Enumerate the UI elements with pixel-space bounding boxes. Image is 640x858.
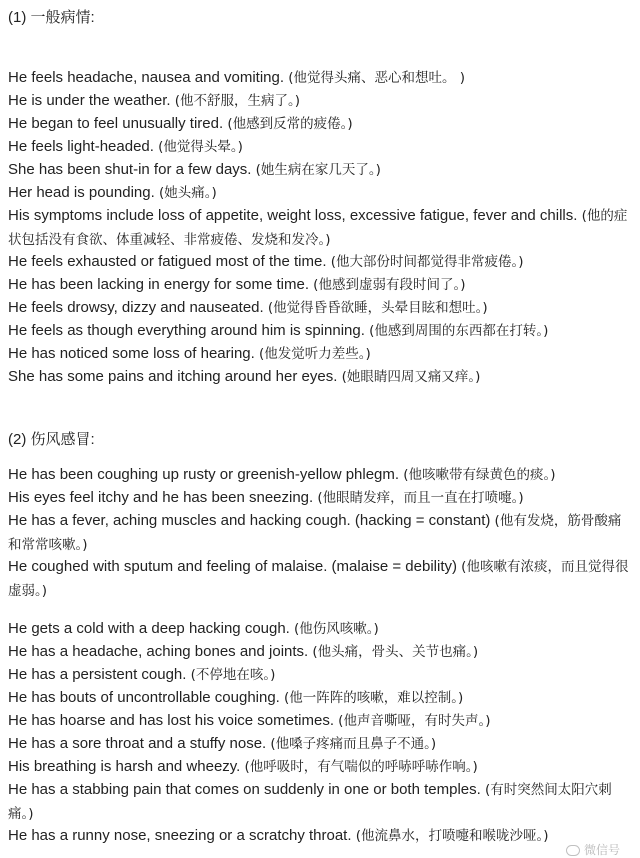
chinese-translation: (他发觉听力差些。): [258, 346, 371, 362]
chinese-translation: (她眼睛四周又痛又痒。): [341, 369, 481, 385]
sentence-line: [8, 158, 632, 182]
sentence-line: [8, 112, 632, 136]
sentence-line: [8, 709, 632, 733]
english-text: He coughed with sputum and feeling of malaise. (malaise = debility): [8, 558, 457, 575]
english-text: He is under the weather.: [8, 92, 171, 109]
section-heading-general-symptoms: (1) 一般病情:: [8, 9, 95, 26]
english-text: He has a runny nose, sneezing or a scratchy throat.: [8, 827, 352, 844]
sentence-line: [8, 463, 632, 487]
sentence-line: [8, 640, 632, 664]
chinese-translation: (他大部份时间都觉得非常疲倦。): [330, 254, 524, 270]
english-text: He has hoarse and has lost his voice sometimes.: [8, 712, 334, 729]
sentence-line: [8, 296, 632, 320]
chinese-translation: (他头痛，骨头、关节也痛。): [312, 644, 479, 660]
sentence-line: [8, 663, 632, 687]
english-text: He feels drowsy, dizzy and nauseated.: [8, 299, 264, 316]
english-text: Her head is pounding.: [8, 184, 155, 201]
english-text: He feels headache, nausea and vomiting.: [8, 69, 285, 86]
chinese-translation: (他嗓子疼痛而且鼻子不通。): [270, 736, 437, 752]
sentence-line: [8, 555, 632, 601]
chinese-translation: (他觉得昏昏欲睡，头晕目眩和想吐。): [267, 300, 488, 316]
sentence-line: [8, 342, 632, 366]
sentence-line: [8, 273, 632, 297]
chinese-translation: (他觉得头痛、恶心和想吐。 ): [288, 70, 466, 86]
sentence-line: [8, 319, 632, 343]
english-text: His breathing is harsh and wheezy.: [8, 758, 241, 775]
english-text: He feels exhausted or fatigued most of the time.: [8, 253, 327, 270]
english-text: He has a persistent cough.: [8, 666, 187, 683]
sentence-line: [8, 250, 632, 274]
chinese-translation: (不停地在咳。): [190, 667, 276, 683]
sentence-line: [8, 686, 632, 710]
english-text: He feels as though everything around him is spinning.: [8, 322, 365, 339]
chinese-translation: (他伤风咳嗽。): [294, 621, 379, 637]
chinese-translation: (有时突然间太阳穴刺痛。): [8, 782, 612, 822]
chinese-translation: (她生病在家几天了。): [255, 162, 381, 178]
section-heading-colds-flu: (2) 伤风感冒:: [8, 431, 95, 448]
chinese-translation: (他呼吸时，有气喘似的呼哧呼哧作响。): [244, 759, 478, 775]
english-text: She has some pains and itching around her eyes.: [8, 368, 338, 385]
english-text: He has a headache, aching bones and joints.: [8, 643, 309, 660]
chinese-translation: (他不舒服，生病了。): [174, 93, 301, 109]
sentence-line: [8, 824, 632, 848]
sentence-line: [8, 732, 632, 756]
english-text: He has noticed some loss of hearing.: [8, 345, 255, 362]
chinese-translation: (她头痛。): [158, 185, 217, 201]
chinese-translation: (他流鼻水，打喷嚏和喉咙沙哑。): [355, 828, 549, 844]
sentence-line: [8, 617, 632, 641]
chinese-translation: (他有发烧，筋骨酸痛和常常咳嗽。): [8, 513, 622, 553]
chinese-translation: (他觉得头晕。): [158, 139, 243, 155]
english-text: He feels light-headed.: [8, 138, 154, 155]
sentence-line: [8, 181, 632, 205]
english-text: She has been shut-in for a few days.: [8, 161, 252, 178]
sentence-line: [8, 778, 632, 824]
chinese-translation: (他的症状包括没有食欲、体重减轻、非常疲倦、发烧和发冷。): [8, 208, 628, 248]
english-text: His eyes feel itchy and he has been sneezing.: [8, 489, 314, 506]
watermark: [566, 841, 620, 858]
chinese-translation: (他感到虚弱有段时间了。): [313, 277, 466, 293]
sentence-line: [8, 135, 632, 159]
sentence-line: [8, 89, 632, 113]
english-text: His symptoms include loss of appetite, weight loss, excessive fatigue, fever and chills.: [8, 207, 578, 224]
sentence-line: [8, 486, 632, 510]
chinese-translation: (他咳嗽带有绿黄色的痰。): [403, 467, 556, 483]
english-text: He has bouts of uncontrollable coughing.: [8, 689, 280, 706]
english-text: He has a stabbing pain that comes on suddenly in one or both temples.: [8, 781, 481, 798]
sentence-line: [8, 509, 632, 555]
sentence-line: [8, 66, 632, 90]
english-text: He has been lacking in energy for some time.: [8, 276, 309, 293]
chinese-translation: (他眼睛发痒，而且一直在打喷嚏。): [317, 490, 524, 506]
english-text: He has a fever, aching muscles and hacking cough. (hacking = constant): [8, 512, 491, 529]
chinese-translation: (他感到反常的疲倦。): [227, 116, 353, 132]
english-text: He began to feel unusually tired.: [8, 115, 224, 132]
chinese-translation: (他声音嘶哑，有时失声。): [338, 713, 491, 729]
english-text: He has a sore throat and a stuffy nose.: [8, 735, 267, 752]
chinese-translation: (他一阵阵的咳嗽，难以控制。): [284, 690, 464, 706]
watermark-text: 微信号: [583, 843, 620, 857]
english-text: He gets a cold with a deep hacking cough.: [8, 620, 290, 637]
chinese-translation: (他感到周围的东西都在打转。): [369, 323, 549, 339]
english-text: He has been coughing up rusty or greenish-yellow phlegm.: [8, 466, 400, 483]
sentence-line: [8, 755, 632, 779]
sentence-line: [8, 365, 632, 389]
sentence-line: [8, 204, 632, 250]
chinese-translation: (他咳嗽有浓痰，而且觉得很虚弱。): [8, 559, 629, 599]
